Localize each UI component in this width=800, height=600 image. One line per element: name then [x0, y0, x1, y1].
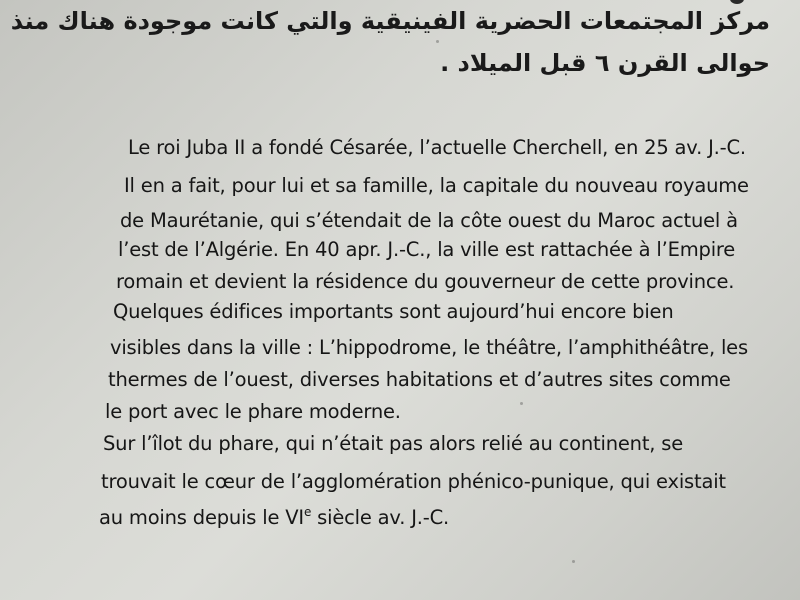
french-line-8: thermes de l’ouest, diverses habitations et d’autres sites comme [108, 368, 731, 391]
french-line-11: trouvait le cœur de l’agglomération phénico-punique, qui existait [101, 470, 726, 493]
arabic-paragraph [10, 0, 770, 78]
french-line-12 [99, 505, 449, 529]
french-line-5: romain et devient la résidence du gouverneur de cette province. [116, 270, 735, 293]
french-line-7: visibles dans la ville : L’hippodrome, le théâtre, l’amphithéâtre, les [110, 336, 748, 359]
french-line-4: l’est de l’Algérie. En 40 apr. J.-C., la ville est rattachée à l’Empire [118, 238, 736, 261]
ink-mark [730, 0, 744, 4]
french-line-12-start: au moins depuis le VI [99, 506, 304, 529]
paper-speck [520, 402, 523, 405]
superscript-e: e [303, 505, 312, 519]
french-line-1: Le roi Juba II a fondé Césarée, l’actuelle Cherchell, en 25 av. J.-C. [128, 136, 746, 159]
french-line-12-end: siècle av. J.-C. [311, 506, 450, 529]
french-line-2: Il en a fait, pour lui et sa famille, la capitale du nouveau royaume [124, 174, 749, 197]
paper-speck [436, 40, 439, 43]
french-line-9: le port avec le phare moderne. [105, 400, 401, 423]
french-line-3: de Maurétanie, qui s’étendait de la côte ouest du Maroc actuel à [120, 209, 738, 232]
arabic-line-2: حوالى القرن ٦ قبل الميلاد . [440, 49, 770, 77]
french-line-10: Sur l’îlot du phare, qui n’était pas alors relié au continent, se [103, 432, 684, 455]
paper-speck [572, 560, 575, 563]
french-line-6: Quelques édifices importants sont aujourd’hui encore bien [113, 300, 674, 323]
arabic-line-1: مركز المجتمعات الحضرية الفينيقية والتي كانت موجودة هناك منذ [10, 7, 770, 35]
